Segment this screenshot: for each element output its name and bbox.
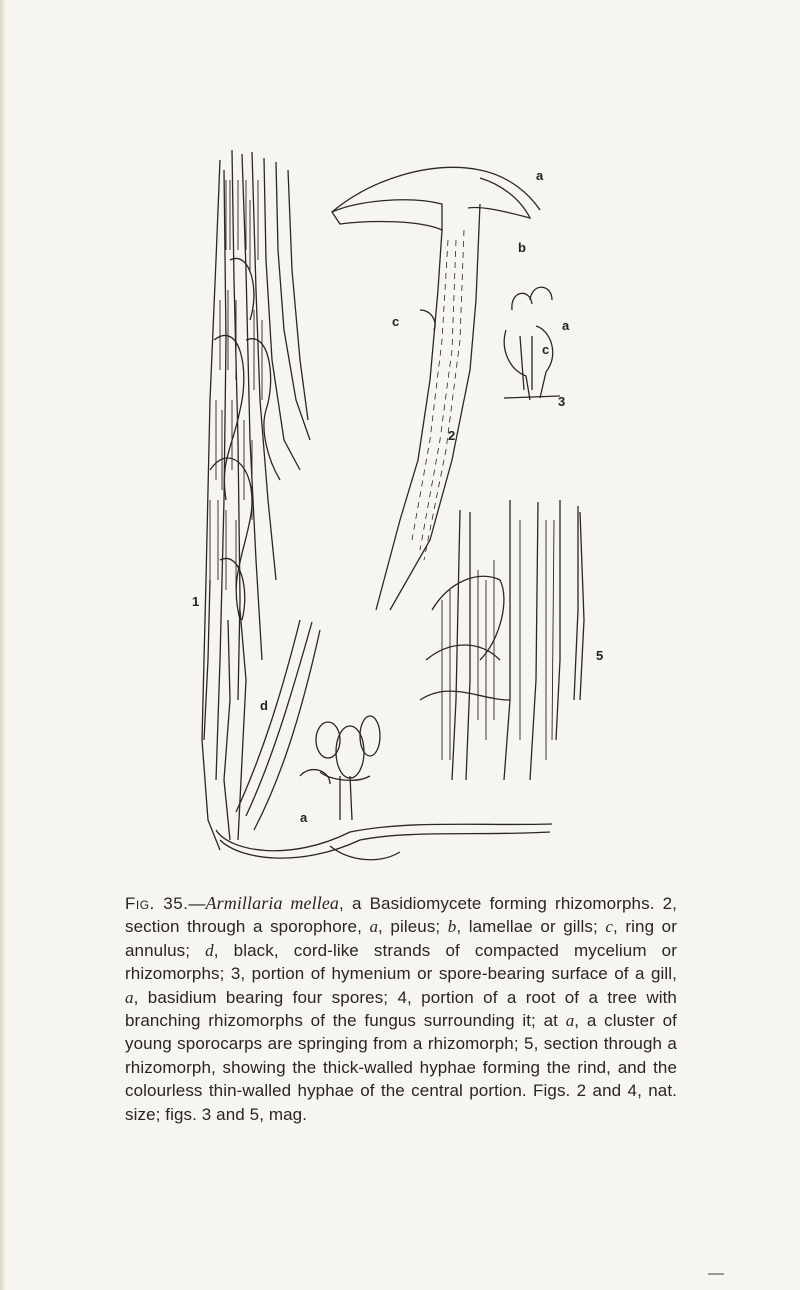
- label-1: 1: [192, 594, 200, 609]
- label-d: d: [260, 698, 268, 713]
- caption-letter-d: d: [205, 940, 214, 960]
- caption-text-4: , ring or annulus;: [125, 917, 677, 960]
- caption-letter-c: c: [605, 917, 614, 937]
- caption-text-1: , a Basidiomycete forming rhizomorphs. 2, section through a sporophore,: [125, 894, 677, 937]
- bottom-rhizomorph: [216, 620, 552, 860]
- illustration-svg: [180, 140, 620, 880]
- label-a-cluster: a: [300, 810, 308, 825]
- caption-dash: —: [188, 894, 206, 913]
- caption-letter-a2: a: [125, 987, 134, 1007]
- figure-labels: [192, 168, 603, 825]
- page-mark: [708, 1273, 724, 1275]
- sporophore-section: [332, 167, 540, 610]
- root-with-rhizomorphs: [202, 150, 310, 850]
- label-3: 3: [558, 394, 566, 409]
- hymenium-detail: [504, 287, 560, 400]
- label-2: 2: [448, 428, 456, 443]
- caption-letter-b: b: [447, 917, 457, 937]
- caption-text-6: , basidium bearing four spores; 4, portion of a root of a tree with branching rhizomorphs of the fungus surrounding it; at: [125, 987, 677, 1031]
- caption-text-5: , black, cord-like strands of compacted mycelium or rhizomorphs; 3, portion of hymenium or spore-bearing surface of a gill,: [125, 940, 677, 984]
- page-edge-shadow: [0, 0, 6, 1290]
- caption-text-3: , lamellae or gills;: [456, 917, 606, 937]
- figure-caption: [125, 892, 677, 1126]
- figure-number: Fig. 35.: [125, 894, 189, 913]
- armillaria-illustration: [180, 140, 620, 880]
- label-c-spore: c: [542, 342, 550, 357]
- caption-text-2: , pileus;: [378, 917, 448, 937]
- species-name: Armillaria mellea: [205, 893, 340, 913]
- label-b: b: [518, 240, 526, 255]
- rhizomorph-section: [420, 500, 584, 780]
- caption-letter-a: a: [369, 917, 379, 937]
- young-sporocarp-cluster: [300, 716, 380, 820]
- label-c: c: [392, 314, 400, 329]
- label-a-spore: a: [562, 318, 570, 333]
- caption-text-7: , a cluster of young sporocarps are springing from a rhizomorph; 5, section through a rhizomorph, showing the thick-walled hyphae forming the rind, and the colourless thin-walled hyphae of the central portion. Figs. 2 and 4, nat. size; figs. 3 and 5, mag.: [125, 1011, 677, 1124]
- label-5: 5: [596, 648, 604, 663]
- label-a-top: a: [536, 168, 544, 183]
- caption-letter-a3: a: [565, 1011, 575, 1031]
